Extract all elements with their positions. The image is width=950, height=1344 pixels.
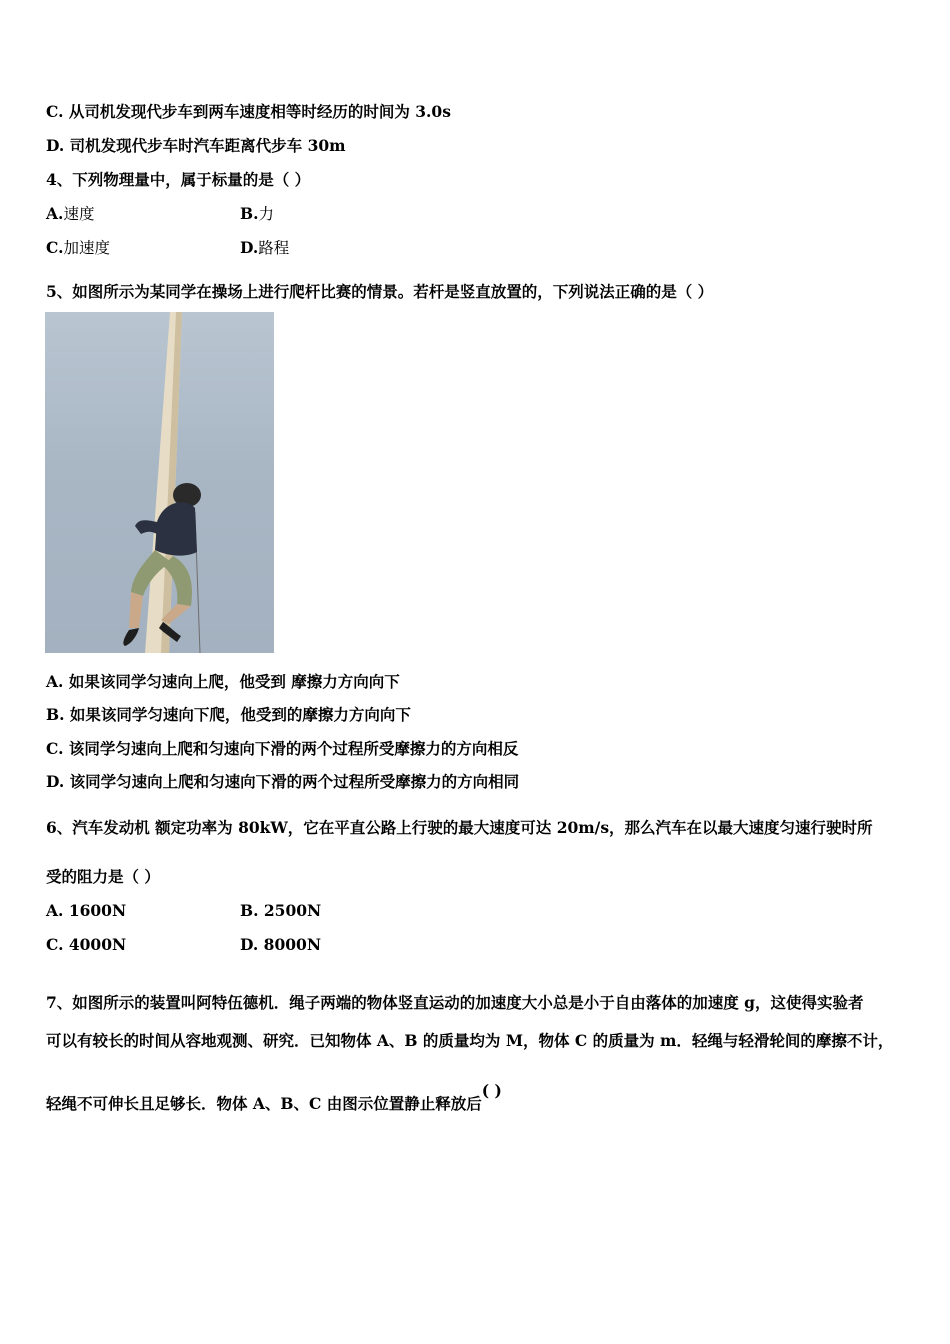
q5-stem: 5、如图所示为某同学在操场上进行爬杆比赛的情景。若杆是竖直放置的，下列说法正确的是（ ） [46,282,714,301]
q6-stem-line-1: 6、汽车发动机 额定功率为 80kW，它在平直公路上行驶的最大速度可达 20m/s，那么汽车在以最大速度匀速行驶时所 [46,818,873,837]
q6-option-d: D. 8000N [240,935,321,954]
q3-option-d: D. 司机发现代步车时汽车距离代步车 30m [46,136,346,155]
q4-option-a [46,204,94,224]
q5-option-b: B. 如果该同学匀速向下爬，他受到的摩擦力方向向下 [46,705,411,724]
q4-option-c [46,238,110,258]
q5-option-d: D. 该同学匀速向上爬和匀速向下滑的两个过程所受摩擦力的方向相同 [46,772,520,791]
q7-line-3-text: 轻绳不可伸长且足够长．物体 A、B、C 由图示位置静止释放后 [46,1094,482,1113]
q4-option-c-letter: C. [46,238,64,257]
q3-option-c: C. 从司机发现代步车到两车速度相等时经历的时间为 3.0s [46,102,451,121]
q4-option-a-letter: A. [46,204,64,223]
q7-line-1: 7、如图所示的装置叫阿特伍德机．绳子两端的物体竖直运动的加速度大小总是小于自由落体的加速度 g，这使得实验者 [46,993,864,1012]
q4-option-d-text: 路程 [258,239,290,257]
q4-option-b-letter: B. [240,204,259,223]
q6-option-c: C. 4000N [46,935,127,954]
q7-answer-parens: ( ) [481,1081,502,1100]
q6-option-a: A. 1600N [46,901,127,920]
q4-option-b-text: 力 [258,205,275,223]
q7-line-3 [46,1081,502,1114]
q4-option-a-text: 速度 [63,205,95,223]
pole-climbing-illustration [45,312,274,653]
q7-line-2: 可以有较长的时间从容地观测、研究．已知物体 A、B 的质量均为 M，物体 C 的质量为 m．轻绳与轻滑轮间的摩擦不计， [46,1031,894,1050]
q4-option-d-letter: D. [240,238,259,257]
q5-option-c: C. 该同学匀速向上爬和匀速向下滑的两个过程所受摩擦力的方向相反 [46,739,519,758]
q4-option-b [240,204,274,224]
q4-option-c-text: 加速度 [63,239,110,257]
pole-climbing-photo [45,312,274,653]
q4-option-d [240,238,289,258]
q6-stem-line-2: 受的阻力是（ ） [46,867,160,886]
q6-option-b: B. 2500N [240,901,322,920]
q4-stem: 4、下列物理量中，属于标量的是（ ） [46,170,311,189]
q5-option-a: A. 如果该同学匀速向上爬，他受到 摩擦力方向向下 [46,672,400,691]
